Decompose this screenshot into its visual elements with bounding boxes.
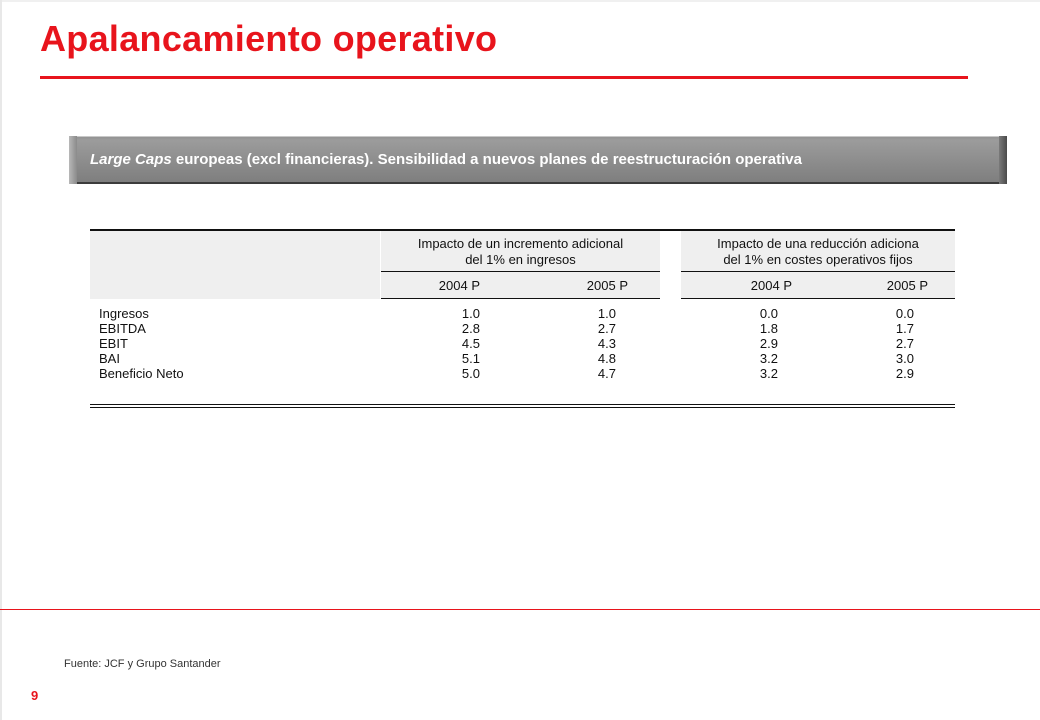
table-cell: 5.1 xyxy=(461,351,480,366)
table-cell: 2.7 xyxy=(895,336,914,351)
group-rule xyxy=(681,298,955,299)
row-label-ebit: EBIT xyxy=(99,336,128,351)
subtitle-banner xyxy=(69,136,1007,184)
group-header-text xyxy=(681,236,955,268)
table-cell: 2.7 xyxy=(597,321,616,336)
table-cell: 4.8 xyxy=(597,351,616,366)
group-rule xyxy=(681,271,955,272)
table-cell: 1.0 xyxy=(461,306,480,321)
page-number: 9 xyxy=(31,688,39,703)
column-header: 2005 P xyxy=(586,278,628,293)
table-cell: 4.3 xyxy=(597,336,616,351)
frame-left xyxy=(0,0,2,720)
frame-top xyxy=(0,0,1040,2)
table-cell: 2.9 xyxy=(759,336,778,351)
table-cell: 0.0 xyxy=(759,306,778,321)
banner-text xyxy=(90,151,802,168)
group-header-line2: del 1% en costes operativos fijos xyxy=(723,252,913,267)
group-rule xyxy=(381,298,660,299)
table-cell: 3.0 xyxy=(895,351,914,366)
group-header-line1: Impacto de un incremento adicional xyxy=(417,236,624,251)
table-cell: 3.2 xyxy=(759,366,778,381)
banner-italic: Large Caps xyxy=(90,151,172,168)
table-cell: 4.5 xyxy=(461,336,480,351)
table-cell: 0.0 xyxy=(895,306,914,321)
table-cell: 1.0 xyxy=(597,306,616,321)
page-title: Apalancamiento operativo xyxy=(40,18,498,59)
source-note: Fuente: JCF y Grupo Santander xyxy=(64,658,221,670)
row-label-ebitda: EBITDA xyxy=(99,321,146,336)
table-bottom-rule xyxy=(90,407,955,408)
table-bottom-rule xyxy=(90,404,955,405)
banner-right-bevel xyxy=(999,136,1007,184)
table-cell: 1.7 xyxy=(895,321,914,336)
title-underline xyxy=(40,76,968,79)
group-rule xyxy=(381,271,660,272)
banner-left-bevel xyxy=(69,136,77,184)
banner-rest: europeas (excl financieras). Sensibilidad a nuevos planes de reestructuración operativa xyxy=(171,151,802,168)
column-header: 2004 P xyxy=(750,278,792,293)
row-label-beneficio-neto: Beneficio Neto xyxy=(99,366,184,381)
table-cell: 2.8 xyxy=(461,321,480,336)
table-cell: 4.7 xyxy=(597,366,616,381)
column-header: 2004 P xyxy=(438,278,480,293)
group-header-text xyxy=(381,236,660,268)
row-label-bai: BAI xyxy=(99,351,120,366)
group-header-line2: del 1% en ingresos xyxy=(465,252,576,267)
table-cell: 2.9 xyxy=(895,366,914,381)
table-cell: 3.2 xyxy=(759,351,778,366)
group-header-line1: Impacto de una reducción adiciona xyxy=(717,236,919,251)
row-label-ingresos: Ingresos xyxy=(99,306,149,321)
column-header: 2005 P xyxy=(886,278,928,293)
footer-rule xyxy=(0,609,1040,610)
table-label-header-shade xyxy=(90,231,380,299)
table-cell: 5.0 xyxy=(461,366,480,381)
table-cell: 1.8 xyxy=(759,321,778,336)
